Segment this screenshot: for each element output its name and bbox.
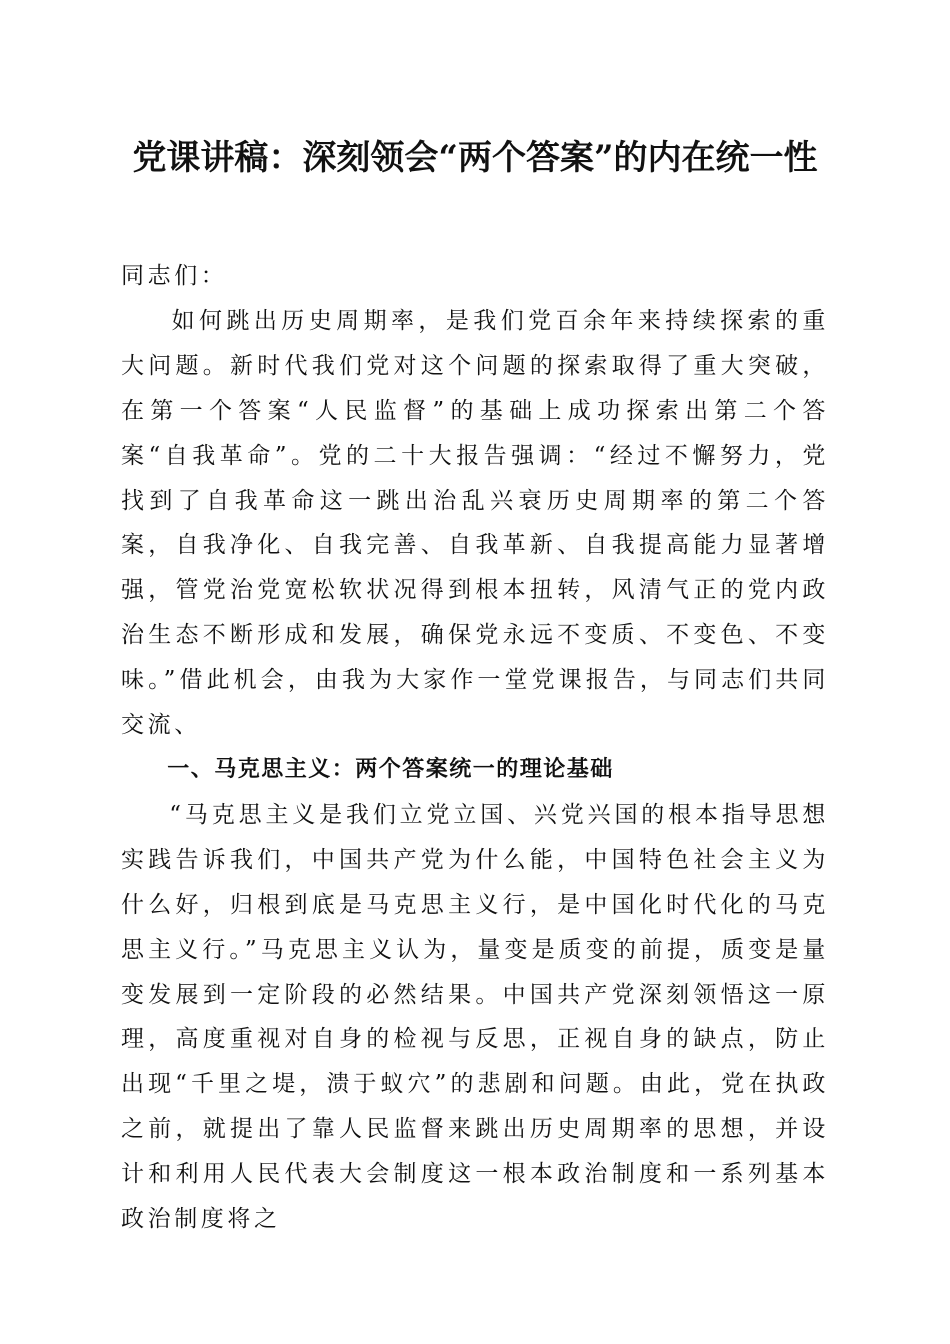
section-paragraph: “马克思主义是我们立党立国、兴党兴国的根本指导思想实践告诉我们，中国共产党为什么能，中国特色社会主义为什么好，归根到底是马克思主义行，是中国化时代化的马克思主义行。”马克思主义认为，量变是质变的前提，质变是量变发展到一定阶段的必然结果。中国共产党深刻领悟这一原理，高度重视对自身的检视与反思，正视自身的缺点，防止出现“千里之堤，溃于蚁穴”的悲剧和问题。由此，党在执政之前，就提出了靠人民监督来跳出历史周期率的思想，并设计和利用人民代表大会制度这一根本政治制度和一系列基本政治制度将之 <box>121 801 829 1233</box>
document-title: 党课讲稿：深刻领会“两个答案”的内在统一性 <box>132 138 818 178</box>
section-heading: 一、马克思主义：两个答案统一的理论基础 <box>167 756 614 782</box>
document-body <box>121 254 829 1242</box>
intro-paragraph: 如何跳出历史周期率，是我们党百余年来持续探索的重大问题。新时代我们党对这个问题的探索取得了重大突破，在第一个答案“人民监督”的基础上成功探索出第二个答案“自我革命”。党的二十大报告强调：“经过不懈努力，党找到了自我革命这一跳出治乱兴衰历史周期率的第二个答案，自我净化、自我完善、自我革新、自我提高能力显著增强，管党治党宽松软状况得到根本扭转，风清气正的党内政治生态不断形成和发展，确保党永远不变质、不变色、不变味。”借此机会，由我为大家作一堂党课报告，与同志们共同交流、 <box>121 307 829 739</box>
salutation: 同志们： <box>121 263 228 289</box>
